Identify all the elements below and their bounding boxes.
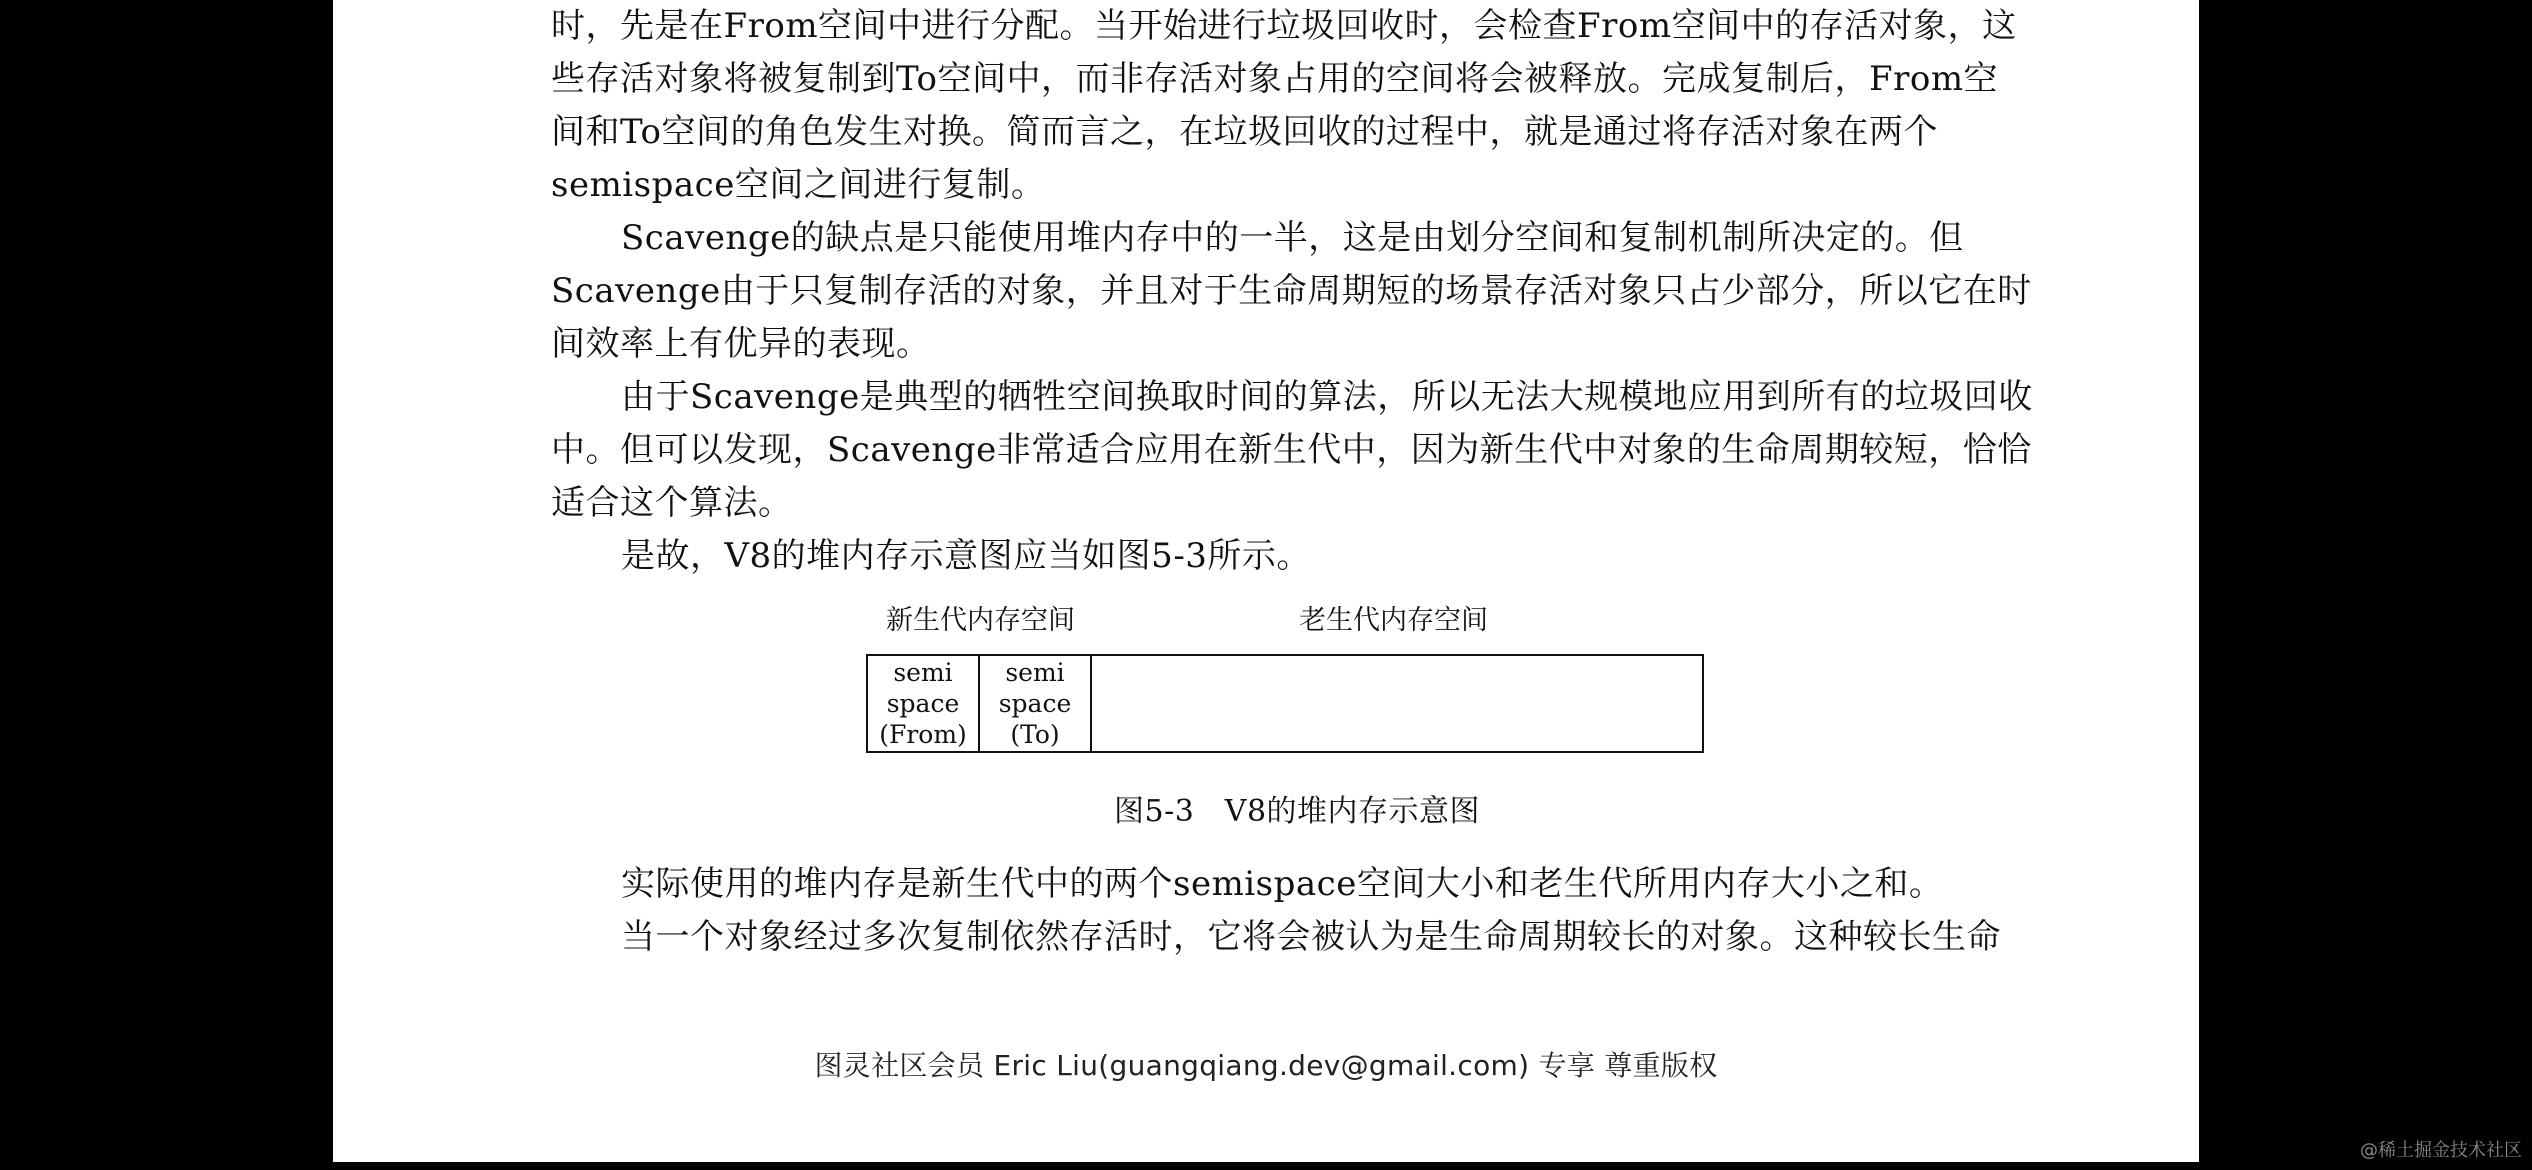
text-line: semispace空间之间进行复制。: [551, 165, 1046, 205]
text-line: 中。但可以发现，Scavenge非常适合应用在新生代中，因为新生代中对象的生命周期较短，恰恰: [551, 430, 2032, 470]
text-line: 由于Scavenge是典型的牺牲空间换取时间的算法，所以无法大规模地应用到所有的垃圾回收: [621, 377, 2033, 417]
semispace-to: [980, 656, 1092, 751]
old-generation-label: 老生代内存空间: [1299, 605, 1488, 636]
semispace-from: [868, 656, 980, 751]
copyright-footer: 图灵社区会员 Eric Liu(guangqiang.dev@gmail.com) 专享 尊重版权: [814, 1049, 1718, 1082]
text-line: Scavenge由于只复制存活的对象，并且对于生命周期短的场景存活对象只占少部分，所以它在时: [551, 271, 2032, 311]
semispace-from-line: semi: [893, 658, 953, 687]
heap-box: [866, 654, 1704, 753]
book-page: [333, 0, 2199, 1162]
text-line: 间效率上有优异的表现。: [551, 324, 931, 364]
text-line: Scavenge的缺点是只能使用堆内存中的一半，这是由划分空间和复制机制所决定的。但: [621, 218, 1964, 258]
heap-memory-diagram: [866, 598, 1706, 838]
semispace-to-line: semi: [1005, 658, 1065, 687]
semispace-to-line: space: [998, 689, 1072, 718]
text-line: 些存活对象将被复制到To空间中，而非存活对象占用的空间将会被释放。完成复制后，From空: [551, 59, 1999, 99]
body-text-after: [551, 858, 2021, 964]
text-line: 实际使用的堆内存是新生代中的两个semispace空间大小和老生代所用内存大小之和。: [621, 864, 1944, 904]
figure-caption: 图5-3 V8的堆内存示意图: [1114, 794, 1481, 829]
young-generation-label: 新生代内存空间: [886, 605, 1075, 636]
text-line: 是故，V8的堆内存示意图应当如图5-3所示。: [621, 536, 1311, 576]
semispace-from-line: space: [886, 689, 960, 718]
text-line: 间和To空间的角色发生对换。简而言之，在垃圾回收的过程中，就是通过将存活对象在两个: [551, 112, 1939, 152]
body-text: [551, 0, 2033, 583]
semispace-to-line: (To): [1010, 720, 1060, 749]
text-line: 适合这个算法。: [551, 483, 793, 523]
text-line: 当一个对象经过多次复制依然存活时，它将会被认为是生命周期较长的对象。这种较长生命: [621, 917, 2001, 957]
semispace-from-line: (From): [879, 720, 967, 749]
text-line: 时，先是在From空间中进行分配。当开始进行垃圾回收时，会检查From空间中的存活对象，这: [551, 6, 2017, 46]
watermark: @稀土掘金技术社区: [2360, 1140, 2522, 1161]
